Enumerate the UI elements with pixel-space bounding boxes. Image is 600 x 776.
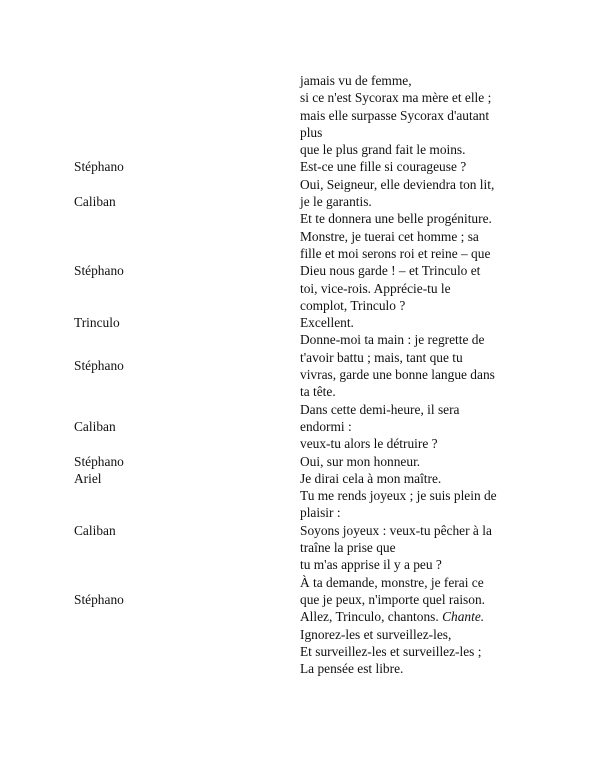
dialogue-line	[300, 556, 526, 573]
speaker-name: Stéphano	[74, 591, 124, 607]
dialogue-row	[74, 331, 526, 400]
dialogue-line-text: complot, Trinculo ?	[300, 297, 406, 313]
speaker-name: Stéphano	[74, 263, 124, 279]
dialogue-line	[300, 228, 526, 245]
dialogue-text	[300, 158, 526, 175]
dialogue-line-text: Oui, Seigneur, elle deviendra ton lit,	[300, 176, 495, 192]
dialogue-row	[74, 176, 526, 228]
dialogue-line-text: Dans cette demi-heure, il sera	[300, 401, 460, 417]
dialogue-row	[74, 158, 526, 175]
dialogue-line	[300, 608, 526, 625]
dialogue-line	[300, 176, 526, 193]
dialogue-line-text: que le plus grand fait le moins.	[300, 142, 466, 158]
dialogue-line	[300, 349, 526, 366]
dialogue-line	[300, 314, 526, 331]
dialogue-line-text: Dieu nous garde ! – et Trinculo et	[300, 263, 481, 279]
script-table	[74, 72, 526, 677]
dialogue-text	[300, 228, 526, 314]
dialogue-line	[300, 487, 526, 504]
dialogue-line	[300, 453, 526, 470]
dialogue-line-text: si ce n'est Sycorax ma mère et elle ;	[300, 90, 492, 106]
dialogue-line-text: La pensée est libre.	[300, 661, 404, 677]
dialogue-line	[300, 331, 526, 348]
dialogue-line	[300, 539, 526, 556]
dialogue-text	[300, 453, 526, 470]
dialogue-line-text: Tu me rends joyeux ; je suis plein de	[300, 488, 497, 504]
dialogue-line-text: fille et moi serons roi et reine – que	[300, 245, 491, 261]
dialogue-line	[300, 366, 526, 383]
dialogue-line-text: plaisir :	[300, 505, 341, 521]
dialogue-line-text: À ta demande, monstre, je ferai ce	[300, 574, 484, 590]
dialogue-text	[300, 314, 526, 331]
speaker-name: Stéphano	[74, 453, 124, 469]
dialogue-line-text: tu m'as apprise il y a peu ?	[300, 557, 442, 573]
dialogue-line	[300, 522, 526, 539]
dialogue-line	[300, 158, 526, 175]
speaker-name: Caliban	[74, 418, 116, 434]
dialogue-line	[300, 72, 526, 89]
dialogue-line-text: endormi :	[300, 418, 352, 434]
script-body	[74, 72, 526, 677]
speaker-name	[74, 626, 300, 678]
dialogue-line-text: ta tête.	[300, 384, 336, 400]
dialogue-line-text: Je dirai cela à mon maître.	[300, 470, 442, 486]
dialogue-line-text: Oui, sur mon honneur.	[300, 453, 421, 469]
dialogue-line	[300, 107, 526, 124]
dialogue-line-text: veux-tu alors le détruire ?	[300, 436, 438, 452]
dialogue-text	[300, 72, 526, 158]
dialogue-row	[74, 228, 526, 314]
dialogue-line	[300, 591, 526, 608]
speaker-name: Stéphano	[74, 159, 124, 175]
dialogue-line	[300, 262, 526, 279]
dialogue-line-text: Et te donnera une belle progéniture.	[300, 211, 492, 227]
dialogue-row	[74, 72, 526, 158]
dialogue-line	[300, 280, 526, 297]
dialogue-line-text: Ignorez-les et surveillez-les,	[300, 626, 452, 642]
dialogue-line-text: jamais vu de femme,	[300, 73, 412, 88]
speaker-name: Stéphano	[74, 358, 124, 374]
dialogue-line	[300, 574, 526, 591]
dialogue-line-text: Donne-moi ta main : je regrette de	[300, 332, 485, 348]
dialogue-text	[300, 574, 526, 626]
dialogue-line	[300, 643, 526, 660]
dialogue-line-text: mais elle surpasse Sycorax d'autant	[300, 107, 490, 123]
dialogue-line	[300, 470, 526, 487]
speaker-name: Trinculo	[74, 315, 120, 331]
dialogue-line	[300, 245, 526, 262]
dialogue-line-text: plus	[300, 124, 323, 140]
dialogue-row	[74, 314, 526, 331]
dialogue-row	[74, 574, 526, 626]
dialogue-line	[300, 504, 526, 521]
dialogue-line-text: Soyons joyeux : veux-tu pêcher à la	[300, 522, 492, 538]
dialogue-line-text: Excellent.	[300, 315, 354, 331]
speaker-name: Ariel	[74, 470, 102, 486]
dialogue-row	[74, 453, 526, 470]
dialogue-line-text: Monstre, je tuerai cet homme ; sa	[300, 228, 479, 244]
stage-direction: Chante.	[442, 609, 485, 625]
dialogue-text	[300, 176, 526, 228]
dialogue-line	[300, 89, 526, 106]
dialogue-line-text: toi, vice-rois. Apprécie-tu le	[300, 280, 451, 296]
dialogue-line	[300, 418, 526, 435]
dialogue-line	[300, 626, 526, 643]
dialogue-line	[300, 660, 526, 677]
dialogue-row	[74, 470, 526, 487]
dialogue-line	[300, 210, 526, 227]
dialogue-line-text: t'avoir battu ; mais, tant que tu	[300, 349, 463, 365]
dialogue-text	[300, 331, 526, 400]
dialogue-line	[300, 193, 526, 210]
dialogue-line	[300, 383, 526, 400]
page	[0, 72, 600, 677]
dialogue-text	[300, 470, 526, 487]
dialogue-line-text: Est-ce une fille si courageuse ?	[300, 159, 467, 175]
dialogue-line-text: vivras, garde une bonne langue dans	[300, 367, 495, 383]
dialogue-text	[300, 487, 526, 573]
dialogue-row	[74, 487, 526, 573]
dialogue-line	[300, 141, 526, 158]
dialogue-line-text: Allez, Trinculo, chantons.	[300, 609, 439, 625]
speaker-name	[74, 72, 300, 158]
dialogue-row	[74, 626, 526, 678]
dialogue-line	[300, 401, 526, 418]
dialogue-text	[300, 401, 526, 453]
speaker-name: Caliban	[74, 194, 116, 210]
dialogue-line	[300, 124, 526, 141]
dialogue-row	[74, 401, 526, 453]
dialogue-text	[300, 626, 526, 678]
dialogue-line	[300, 435, 526, 452]
dialogue-line-text: que je peux, n'importe quel raison.	[300, 591, 485, 607]
dialogue-line-text: Et surveillez-les et surveillez-les ;	[300, 643, 482, 659]
dialogue-line-text: je le garantis.	[300, 194, 372, 210]
dialogue-line	[300, 297, 526, 314]
dialogue-line-text: traîne la prise que	[300, 540, 396, 556]
speaker-name: Caliban	[74, 522, 116, 538]
